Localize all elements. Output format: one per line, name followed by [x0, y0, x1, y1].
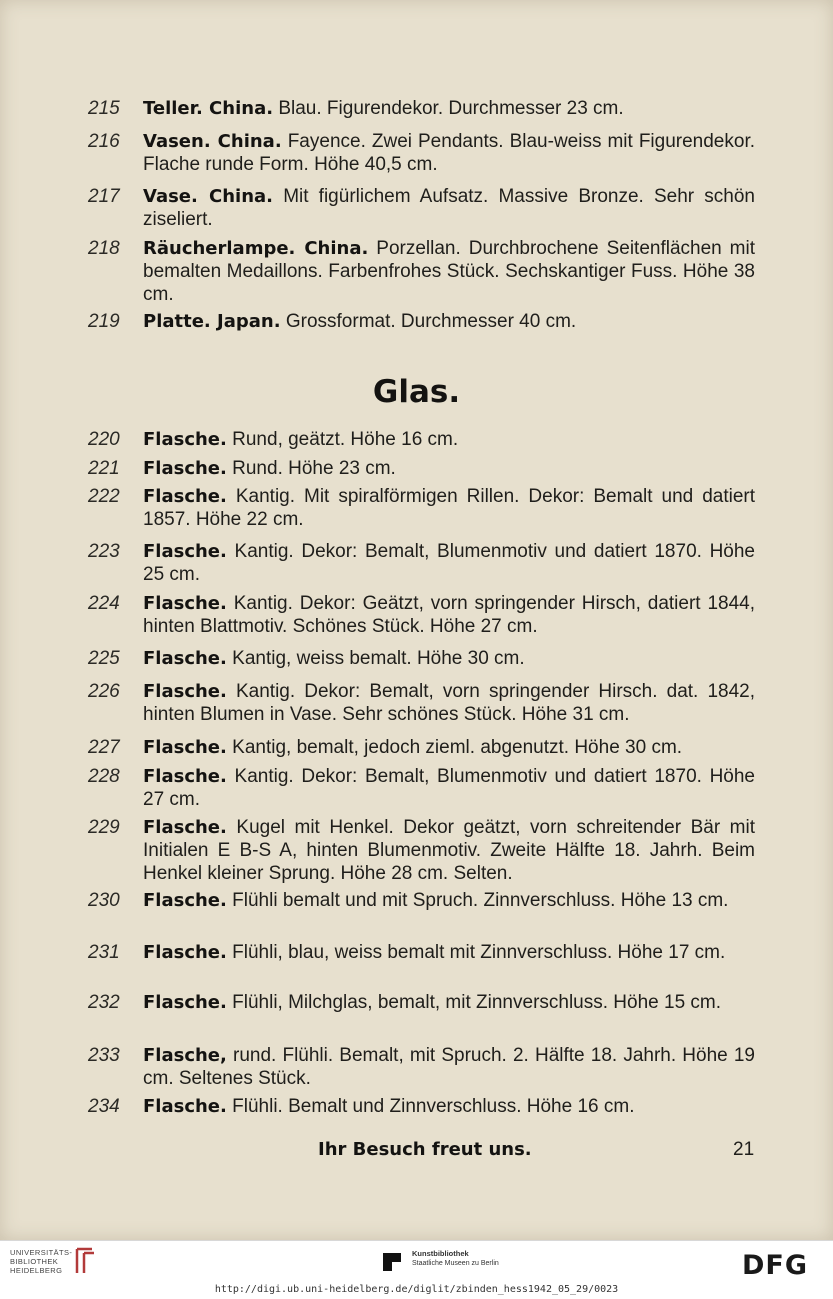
entry-text: Blau. Figurendekor. Durchmesser 23 cm. — [278, 98, 624, 119]
entry-lead: Vasen. China. — [143, 131, 282, 152]
entry-number: 226 — [88, 681, 120, 702]
entry-description — [143, 237, 755, 306]
entry-lead: Flasche. — [143, 458, 227, 479]
entry-number: 232 — [88, 992, 120, 1013]
entry-text: Kantig. Dekor: Geätzt, vorn springender Hirsch, datiert 1844, hinten Blattmotiv. Schönes Stück. Höhe 27 cm. — [143, 593, 755, 637]
footer-slogan: Ihr Besuch freut uns. — [318, 1139, 532, 1160]
entry-description — [143, 1044, 755, 1090]
entry-lead: Flasche. — [143, 541, 227, 562]
entry-text: Flühli, blau, weiss bemalt mit Zinnverschluss. Höhe 17 cm. — [232, 942, 726, 963]
entry-text: Kantig. Dekor: Bemalt, Blumenmotiv und datiert 1870. Höhe 25 cm. — [143, 541, 755, 585]
permalink-url[interactable]: http://digi.ub.uni-heidelberg.de/diglit/zbinden_hess1942_05_29/0023 — [214, 1284, 619, 1295]
entry-text: Kugel mit Henkel. Dekor geätzt, vorn schreitender Bär mit Initialen E B-S A, hinten Blumenmotiv. Zweite Hälfte 18. Jahrh. Beim Henkel kleiner Sprung. Höhe 28 cm. Selten. — [143, 817, 755, 884]
entry-text: Grossformat. Durchmesser 40 cm. — [285, 311, 577, 332]
entry-number: 229 — [88, 817, 120, 838]
entry-description — [143, 130, 755, 176]
entry-lead: Teller. China. — [143, 98, 274, 119]
entry-number: 230 — [88, 890, 120, 911]
entry-description — [143, 765, 755, 811]
university-seal-icon — [74, 1247, 96, 1275]
entry-number: 228 — [88, 766, 120, 787]
entry-description — [143, 816, 755, 885]
kunstbibliothek-logo-icon — [381, 1251, 403, 1273]
entry-lead: Flasche. — [143, 890, 227, 911]
university-logo-line: UNIVERSITÄTS- — [10, 1248, 73, 1257]
entry-text: Mit figürlichem Aufsatz. Massive Bronze. Sehr schön ziseliert. — [143, 186, 755, 230]
entry-lead: Flasche. — [143, 681, 227, 702]
entry-lead: Flasche. — [143, 1096, 227, 1117]
entry-lead: Räucherlampe. China. — [143, 238, 369, 259]
entry-number: 219 — [88, 311, 120, 332]
entry-number: 234 — [88, 1096, 120, 1117]
entry-description — [143, 991, 755, 1014]
section-title-glas: Glas. — [372, 374, 461, 410]
entry-number: 225 — [88, 648, 120, 669]
entry-lead: Vase. China. — [143, 186, 274, 207]
dfg-logo[interactable]: DFG — [742, 1250, 809, 1281]
entry-description — [143, 485, 755, 531]
entry-number: 224 — [88, 593, 120, 614]
entry-lead: Platte. Japan. — [143, 311, 281, 332]
entry-description — [143, 941, 755, 964]
entry-number: 218 — [88, 238, 120, 259]
entry-text: Kantig, weiss bemalt. Höhe 30 cm. — [232, 648, 525, 669]
entry-number: 221 — [88, 458, 120, 479]
entry-number: 217 — [88, 186, 120, 207]
kunstbibliothek-title: Kunstbibliothek — [412, 1249, 469, 1258]
entry-lead: Flasche. — [143, 486, 227, 507]
entry-lead: Flasche. — [143, 817, 227, 838]
entry-lead: Flasche. — [143, 992, 227, 1013]
entry-number: 220 — [88, 429, 120, 450]
entry-lead: Flasche. — [143, 593, 227, 614]
entry-lead: Flasche, — [143, 1045, 227, 1066]
page-number: 21 — [733, 1139, 755, 1160]
entry-number: 222 — [88, 486, 120, 507]
entry-number: 231 — [88, 942, 120, 963]
entry-text: Kantig. Dekor: Bemalt, vorn springender Hirsch. dat. 1842, hinten Blumen in Vase. Sehr schönes Stück. Höhe 31 cm. — [143, 681, 755, 725]
entry-description — [143, 889, 755, 912]
entry-number: 223 — [88, 541, 120, 562]
entry-description — [143, 736, 755, 759]
entry-description — [143, 310, 755, 333]
entry-description — [143, 1095, 755, 1118]
entry-text: rund. Flühli. Bemalt, mit Spruch. 2. Hälfte 18. Jahrh. Höhe 19 cm. Seltenes Stück. — [143, 1045, 755, 1089]
entry-description — [143, 97, 755, 120]
entry-lead: Flasche. — [143, 766, 227, 787]
entry-text: Porzellan. Durchbrochene Seitenflächen mit bemalten Medaillons. Farbenfrohes Stück. Sechskantiger Fuss. Höhe 38 cm. — [143, 238, 755, 305]
entry-lead: Flasche. — [143, 429, 227, 450]
entry-description — [143, 680, 755, 726]
entry-number: 216 — [88, 131, 120, 152]
entry-text: Kantig. Dekor: Bemalt, Blumenmotiv und datiert 1870. Höhe 27 cm. — [143, 766, 755, 810]
entry-lead: Flasche. — [143, 942, 227, 963]
kunstbibliothek-label[interactable] — [412, 1249, 499, 1268]
entry-lead: Flasche. — [143, 737, 227, 758]
entry-description — [143, 185, 755, 231]
university-logo-line: BIBLIOTHEK — [10, 1257, 59, 1266]
entry-text: Flühli. Bemalt und Zinnverschluss. Höhe 16 cm. — [232, 1096, 635, 1117]
entry-text: Flühli, Milchglas, bemalt, mit Zinnverschluss. Höhe 15 cm. — [232, 992, 722, 1013]
kunstbibliothek-subtitle: Staatliche Museen zu Berlin — [412, 1260, 499, 1267]
entry-number: 215 — [88, 98, 120, 119]
entry-description — [143, 428, 755, 451]
entry-text: Flühli bemalt und mit Spruch. Zinnverschluss. Höhe 13 cm. — [232, 890, 729, 911]
entry-number: 227 — [88, 737, 120, 758]
entry-text: Rund, geätzt. Höhe 16 cm. — [232, 429, 459, 450]
university-library-logo[interactable] — [10, 1248, 72, 1275]
entry-description — [143, 540, 755, 586]
entry-description — [143, 457, 755, 480]
entry-text: Rund. Höhe 23 cm. — [232, 458, 396, 479]
university-logo-line: HEIDELBERG — [10, 1266, 63, 1275]
entry-text: Kantig. Mit spiralförmigen Rillen. Dekor: Bemalt und datiert 1857. Höhe 22 cm. — [143, 486, 756, 530]
entry-lead: Flasche. — [143, 648, 227, 669]
entry-text: Kantig, bemalt, jedoch zieml. abgenutzt. Höhe 30 cm. — [232, 737, 683, 758]
entry-text: Fayence. Zwei Pendants. Blau-weiss mit Figurendekor. Flache runde Form. Höhe 40,5 cm. — [143, 131, 755, 175]
entry-description — [143, 592, 755, 638]
entry-description — [143, 647, 755, 670]
entry-number: 233 — [88, 1045, 120, 1066]
